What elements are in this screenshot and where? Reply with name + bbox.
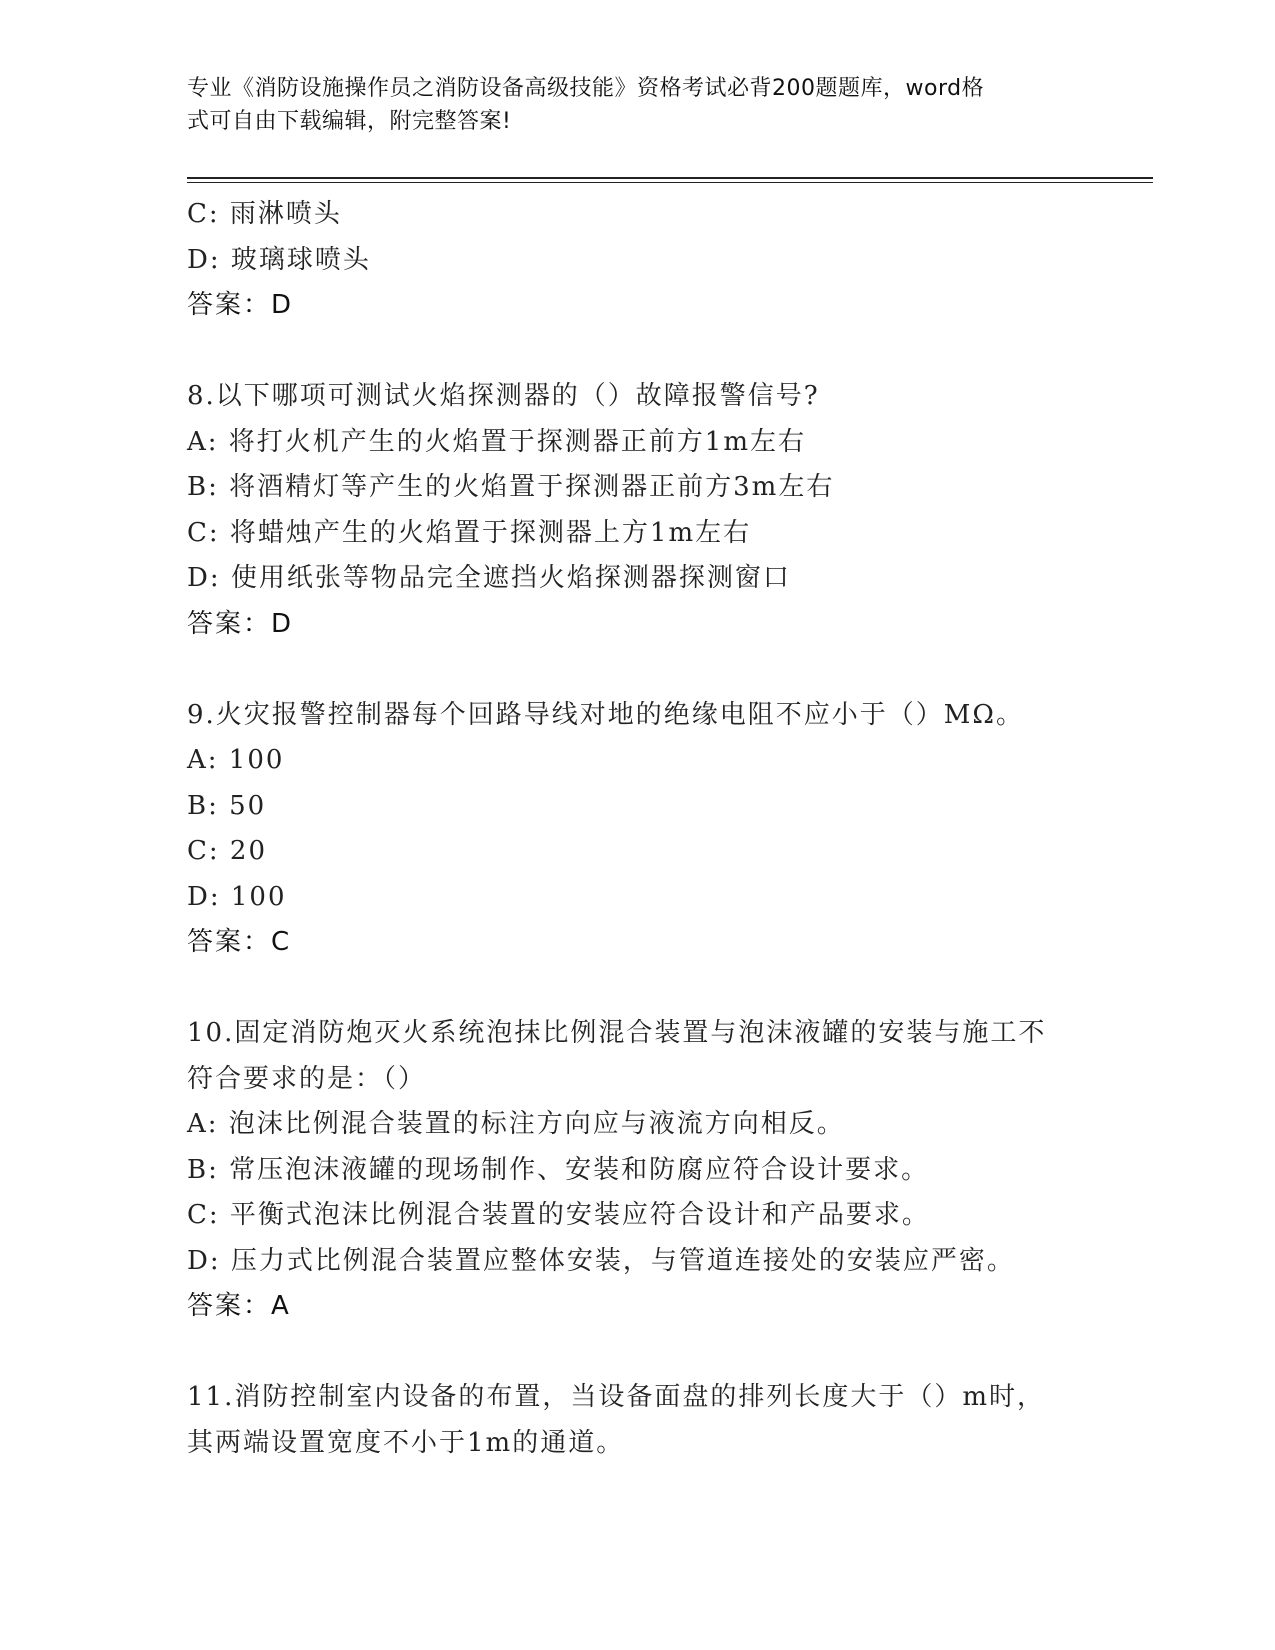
question-9-answer: 答案：C [187,927,292,957]
question-10-option-b: B: 常压泡沫液罐的现场制作、安装和防腐应符合设计要求。 [187,1154,930,1185]
question-10-option-a: A: 泡沫比例混合装置的标注方向应与液流方向相反。 [187,1109,845,1139]
question-9-stem: 9.火灾报警控制器每个回路导线对地的绝缘电阻不应小于（）MΩ。 [187,699,1024,730]
spacer [187,647,1087,693]
document-header [187,72,1067,138]
header-line-2: 式可自由下载编辑，附完整答案! [187,109,512,134]
question-10-option-d: D: 压力式比例混合装置应整体安装，与管道连接处的安装应严密。 [187,1245,1015,1276]
question-8-option-b: B: 将酒精灯等产生的火焰置于探测器正前方3m左右 [187,472,835,502]
question-10-stem-line-1: 10.固定消防炮灭火系统泡抹比例混合装置与泡沫液罐的安装与施工不 [187,1018,1047,1048]
spacer [187,329,1087,375]
option-c: C: 雨淋喷头 [187,199,342,229]
question-10-stem-line-2: 符合要求的是：（） [187,1063,427,1094]
answer-line: 答案：D [187,290,294,320]
question-10-answer: 答案：A [187,1291,291,1321]
header-line-1: 专业《消防设施操作员之消防设备高级技能》资格考试必背200题题库，word格 [187,76,985,101]
header-divider [187,177,1153,183]
question-11-stem-line-2: 其两端设置宽度不小于1m的通道。 [187,1427,625,1458]
question-8-answer: 答案：D [187,608,294,639]
spacer [187,966,1087,1012]
question-8-option-c: C: 将蜡烛产生的火焰置于探测器上方1m左右 [187,517,752,548]
question-9-option-c: C: 20 [187,836,268,866]
spacer [187,1330,1087,1376]
option-d: D: 玻璃球喷头 [187,244,371,275]
question-8-option-a: A: 将打火机产生的火焰置于探测器正前方1m左右 [187,426,806,457]
question-list [187,192,1087,1466]
question-9-option-a: A: 100 [187,745,285,775]
question-10-option-c: C: 平衡式泡沫比例混合装置的安装应符合设计和产品要求。 [187,1200,930,1230]
question-9-option-b: B: 50 [187,790,267,821]
question-9-option-d: D: 100 [187,881,287,912]
question-8-option-d: D: 使用纸张等物品完全遮挡火焰探测器探测窗口 [187,563,791,593]
question-11-stem-line-1: 11.消防控制室内设备的布置，当设备面盘的排列长度大于（）m时， [187,1382,1046,1412]
question-8-stem: 8.以下哪项可测试火焰探测器的（）故障报警信号? [187,381,820,411]
